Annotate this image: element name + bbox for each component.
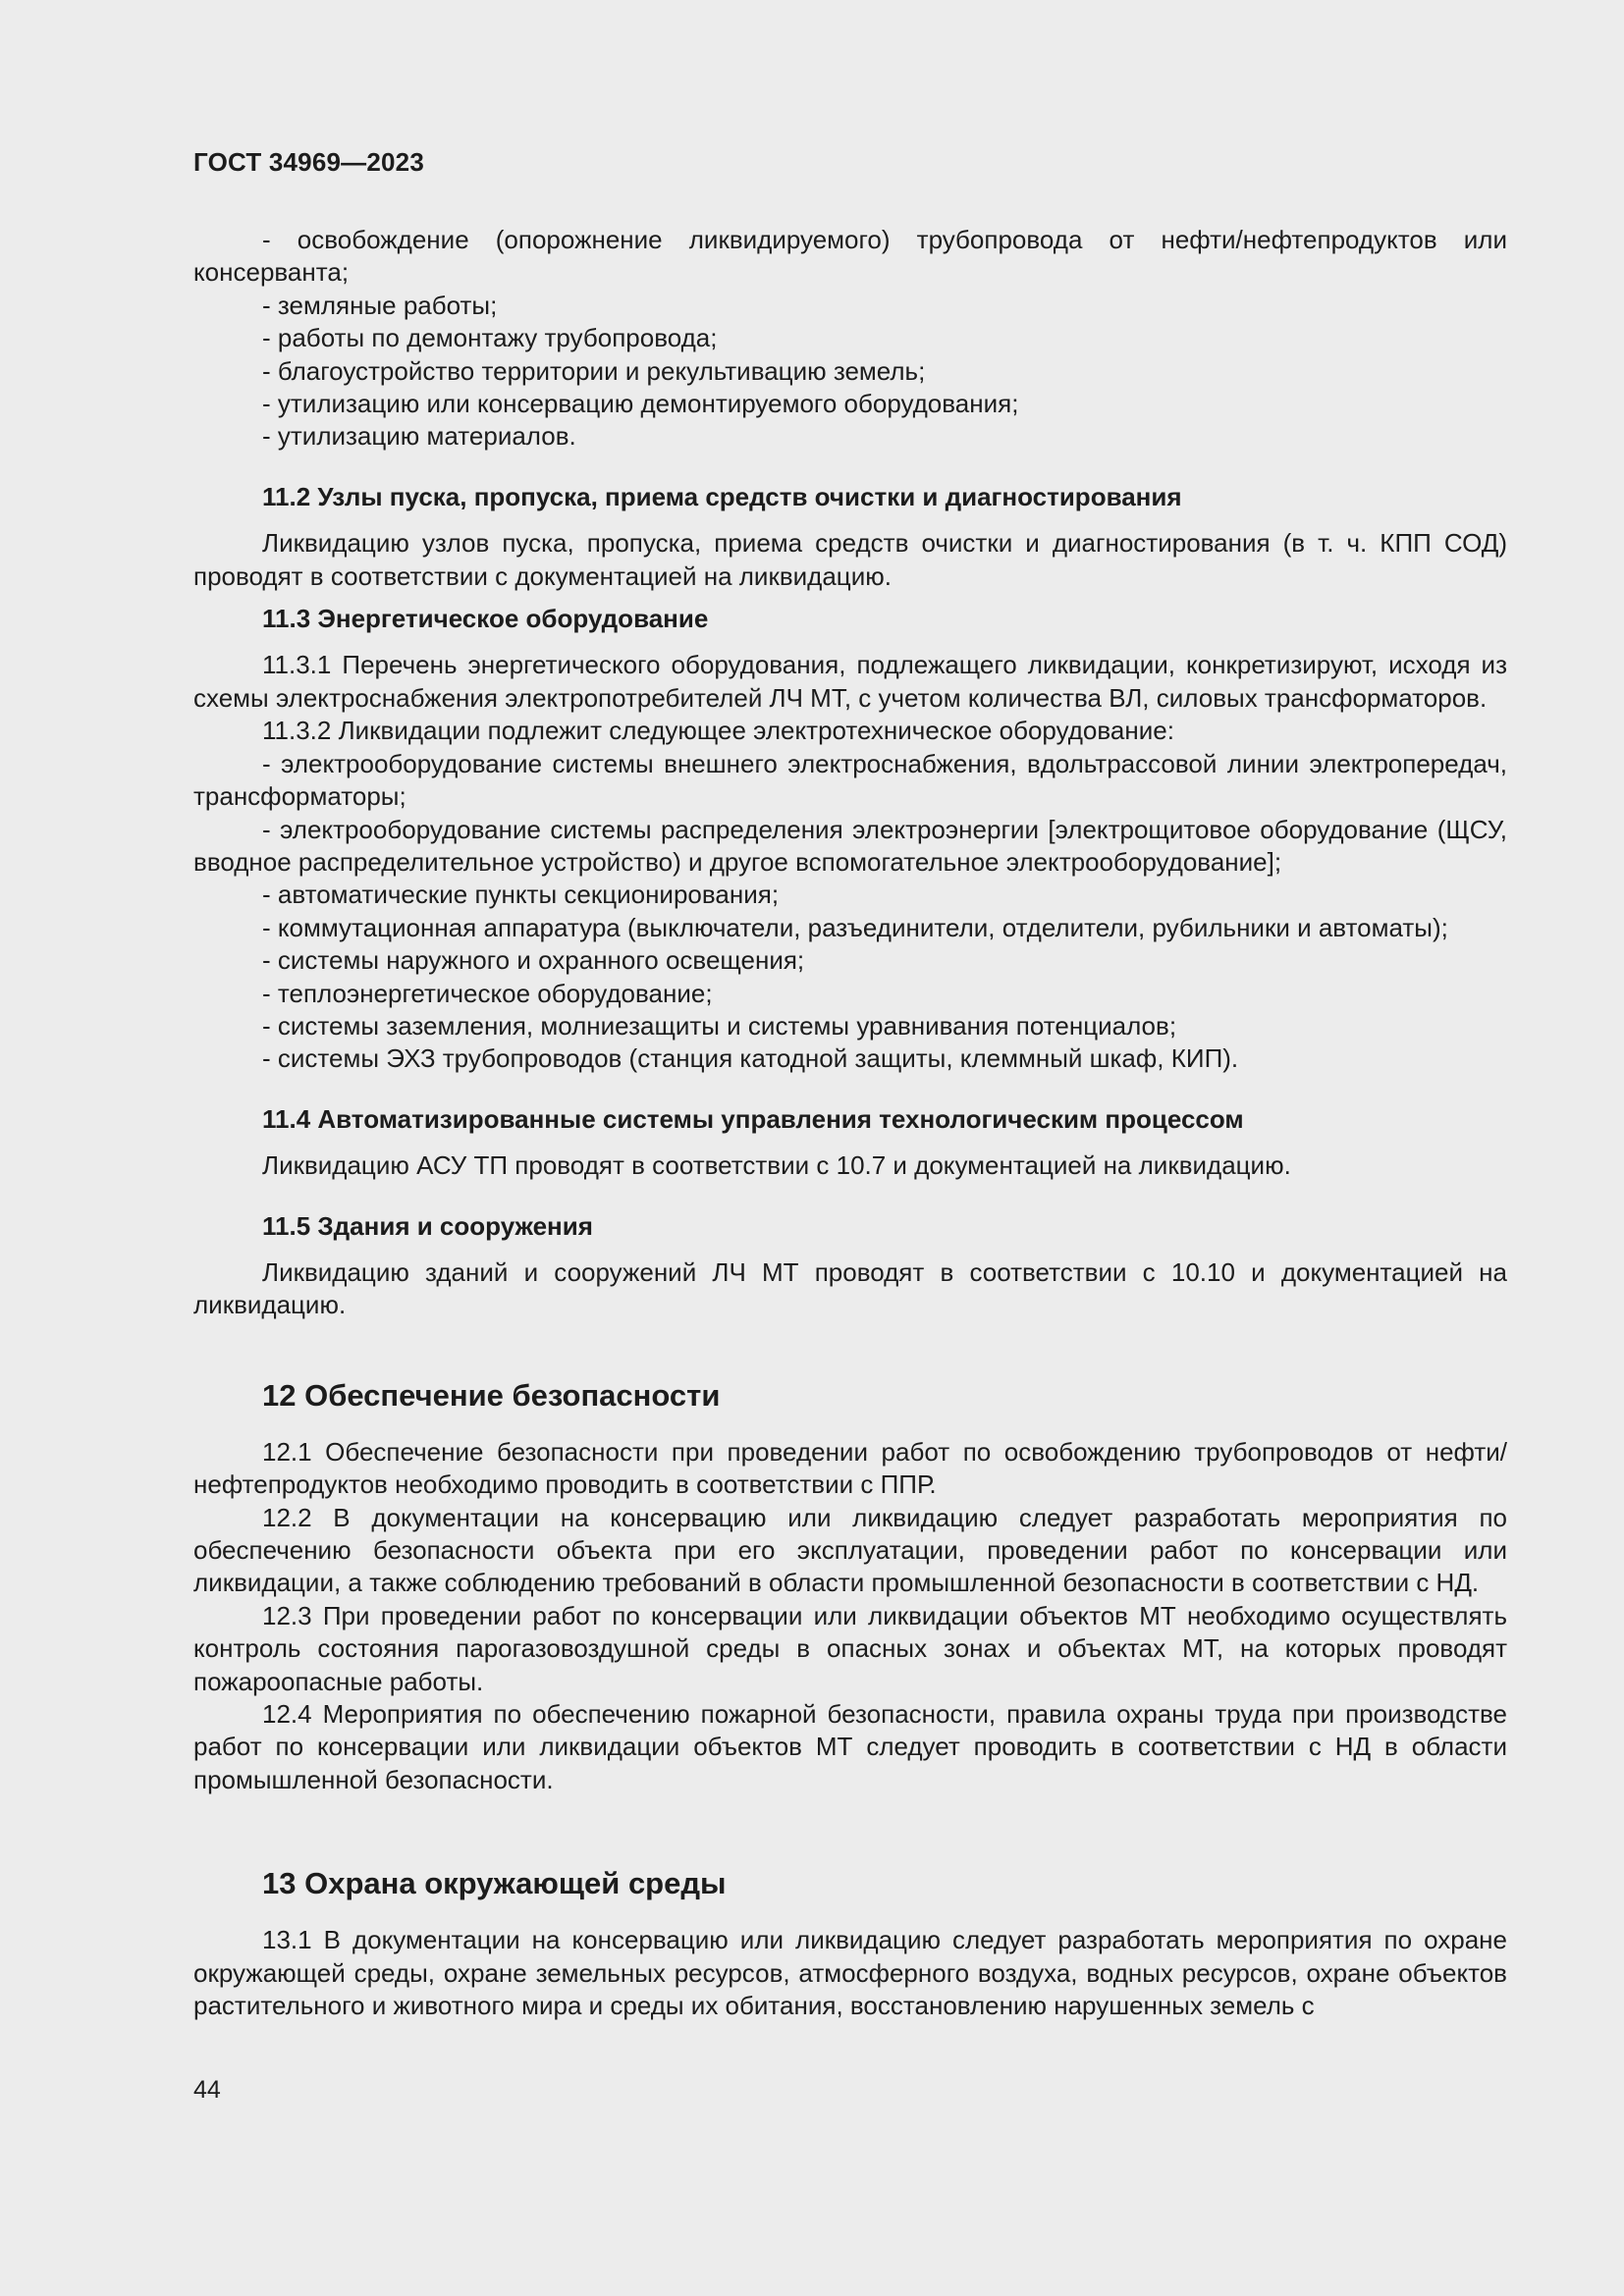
list-item: - системы заземления, молниезащиты и системы уравнивания потенциалов; (262, 1010, 1177, 1041)
section-heading-13: 13 Охрана окружающей среды (262, 1866, 727, 1901)
paragraph-11-2: Ликвидацию узлов пуска, пропуска, приема средств очистки и диагностирования (в т. ч. КПП СОД) проводят в соответствии с документацией на ликвидацию. (193, 528, 1507, 591)
list-item: - электрооборудование системы внешнего электроснабжения, вдольтрассовой линии электропередач, трансформаторы; (193, 748, 1507, 812)
document-header: ГОСТ 34969—2023 (193, 147, 424, 177)
paragraph-12-2: 12.2 В документации на консервацию или ликвидацию следует разработать мероприятия по обеспечению безопасности объекта при его эксплуатации, проведении работ по консервации или ликвидации, а также соблюдению требований в области промышленной безопасности в соответствии с НД. (193, 1502, 1507, 1598)
list-item: - системы ЭХЗ трубопроводов (станция катодной защиты, клеммный шкаф, КИП). (262, 1043, 1239, 1074)
list-item: - благоустройство территории и рекультивацию земель; (262, 355, 926, 386)
section-heading-11-3: 11.3 Энергетическое оборудование (262, 604, 709, 634)
paragraph-11-5: Ликвидацию зданий и сооружений ЛЧ МТ проводят в соответствии с 10.10 и документацией на ликвидацию. (193, 1256, 1507, 1320)
paragraph-12-3: 12.3 При проведении работ по консервации или ликвидации объектов МТ необходимо осуществлять контроль состояния парогазовоздушной среды в опасных зонах и объектах МТ, на которых проводят пожароопасные работы. (193, 1600, 1507, 1696)
list-item: - работы по демонтажу трубопровода; (262, 323, 718, 353)
list-item: - коммутационная аппаратура (выключатели, разъединители, отделители, рубильники и автоматы); (262, 912, 1448, 942)
paragraph-11-3-2: 11.3.2 Ликвидации подлежит следующее электротехническое оборудование: (262, 716, 1174, 746)
paragraph-13-1: 13.1 В документации на консервацию или ликвидацию следует разработать мероприятия по охране окружающей среды, охране земельных ресурсов, атмосферного воздуха, водных ресурсов, охране объектов растительного и животного мира и среды их обитания, восстановлению нарушенных земель с (193, 1925, 1507, 2021)
list-item: - утилизацию материалов. (262, 421, 576, 452)
page-number: 44 (193, 2076, 221, 2104)
section-heading-11-5: 11.5 Здания и сооружения (262, 1210, 593, 1241)
list-item: - освобождение (опорожнение ликвидируемого) трубопровода от нефти/нефтепродуктов или консерванта; (193, 225, 1507, 288)
list-item: - системы наружного и охранного освещения; (262, 945, 805, 976)
section-heading-11-4: 11.4 Автоматизированные системы управления технологическим процессом (262, 1103, 1244, 1134)
paragraph-11-3-1: 11.3.1 Перечень энергетического оборудования, подлежащего ликвидации, конкретизируют, исходя из схемы электроснабжения электропотребителей ЛЧ МТ, с учетом количества ВЛ, силовых трансформаторов. (193, 650, 1507, 713)
paragraph-11-4: Ликвидацию АСУ ТП проводят в соответствии с 10.7 и документацией на ликвидацию. (262, 1150, 1291, 1181)
list-item: - автоматические пункты секционирования; (262, 880, 780, 910)
list-item: - теплоэнергетическое оборудование; (262, 978, 713, 1008)
paragraph-12-1: 12.1 Обеспечение безопасности при проведении работ по освобождению трубопроводов от нефти/нефтепродуктов необходимо проводить в соответствии с ППР. (193, 1436, 1507, 1500)
paragraph-12-4: 12.4 Мероприятия по обеспечению пожарной безопасности, правила охраны труда при производстве работ по консервации или ликвидации объектов МТ следует проводить в соответствии с НД в области промышленной безопасности. (193, 1699, 1507, 1794)
list-item: - утилизацию или консервацию демонтируемого оборудования; (262, 389, 1019, 419)
list-item: - земляные работы; (262, 290, 498, 320)
document-body (193, 224, 1507, 2022)
section-heading-11-2: 11.2 Узлы пуска, пропуска, приема средств очистки и диагностирования (262, 481, 1182, 511)
section-heading-12: 12 Обеспечение безопасности (262, 1377, 721, 1413)
list-item: - электрооборудование системы распределения электроэнергии [электрощитовое оборудование (ЩСУ, вводное распределительное устройство) и другое вспомогательное электрооборудование]; (193, 814, 1507, 877)
